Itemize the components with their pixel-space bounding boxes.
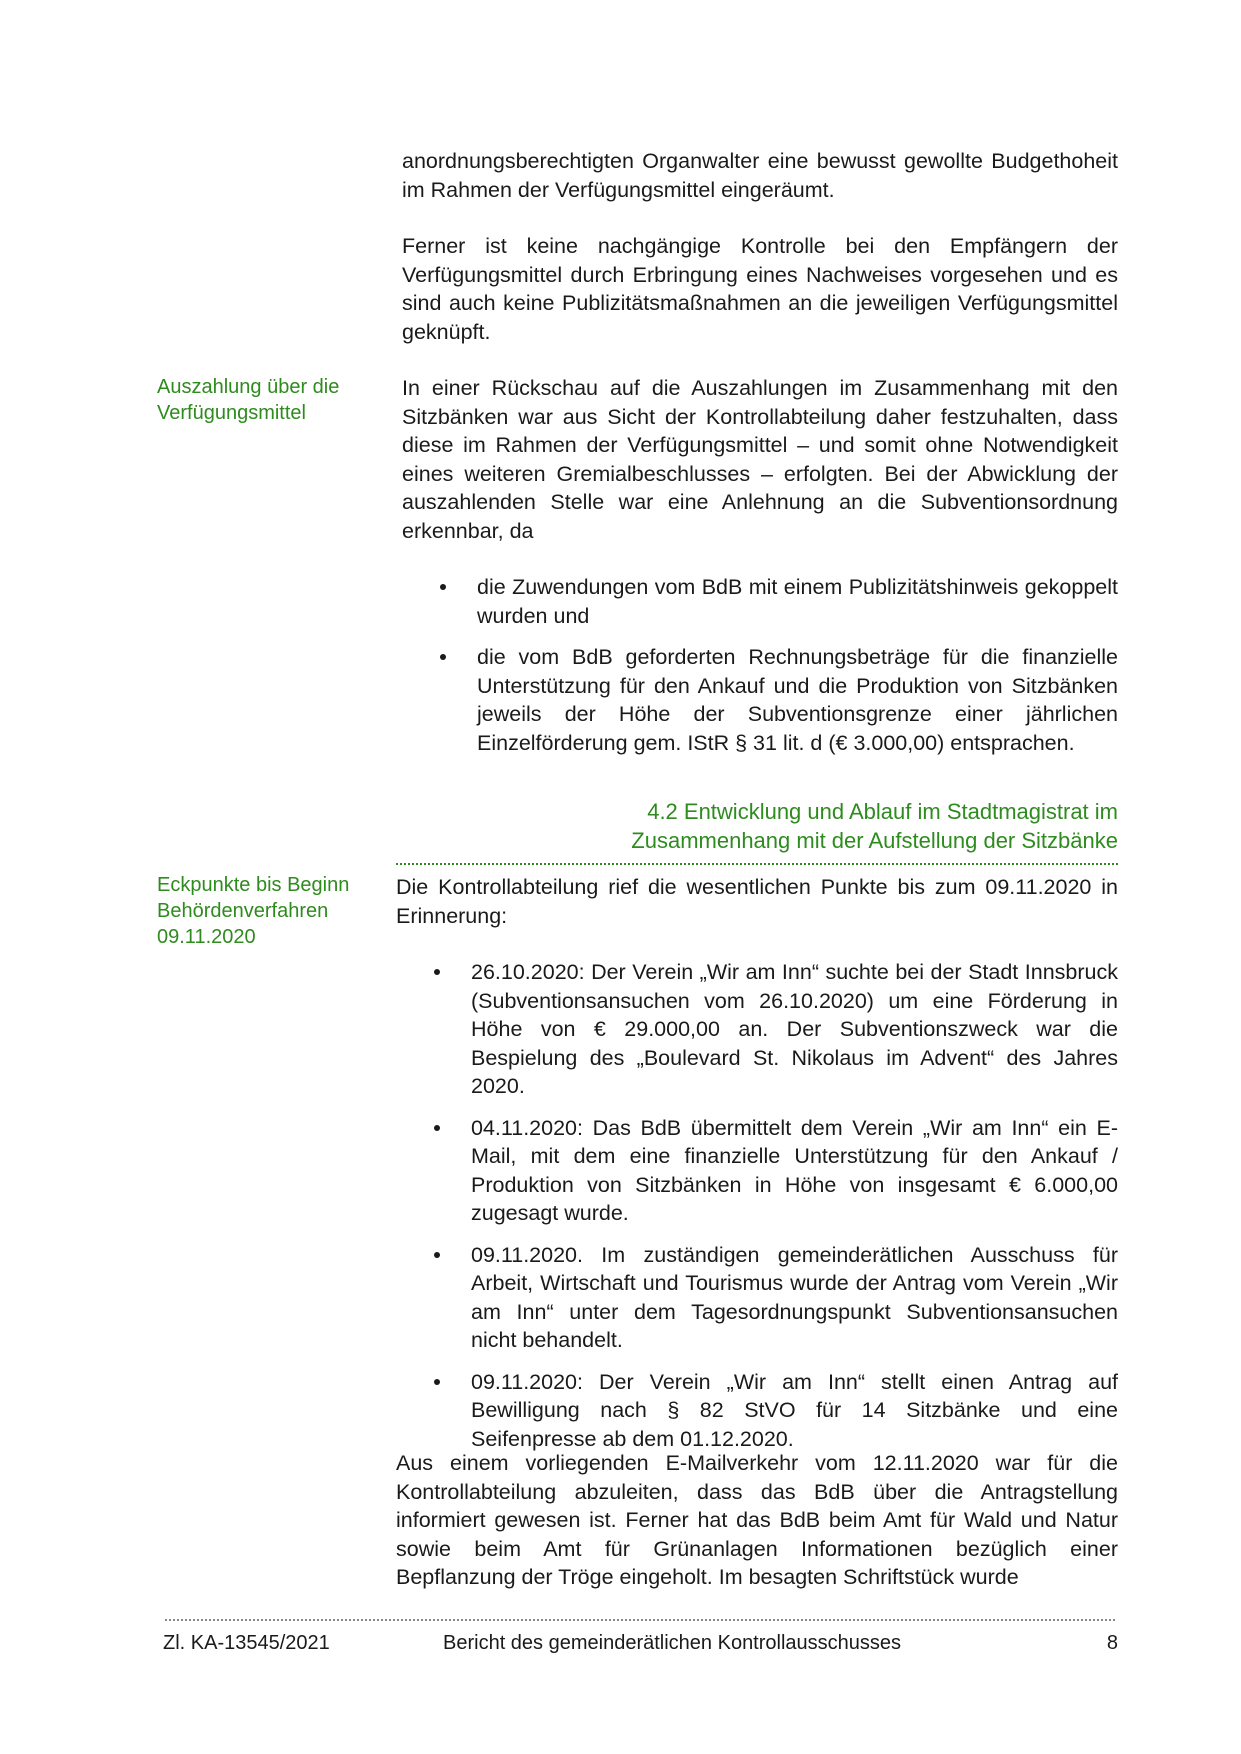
bullet-list-2	[434, 958, 1118, 1466]
bullet-icon	[434, 1252, 440, 1258]
body-paragraph-2	[402, 232, 1118, 346]
list-item-text: 09.11.2020: Der Verein „Wir am Inn“ stellt einen Antrag auf Bewilligung nach § 82 StVO für 14 Sitzbänke und eine Seifenpresse ab dem 01.12.2020.	[471, 1369, 1118, 1451]
list-item-text: 04.11.2020: Das BdB übermittelt dem Verein „Wir am Inn“ ein E-Mail, mit dem eine finanzielle Unterstützung für den Ankauf / Produktion von Sitzbänken in Höhe von insgesamt € 6.000,00 zugesagt wurde.	[471, 1115, 1118, 1225]
bullet-icon	[434, 1125, 440, 1131]
margin-note-line: Behördenverfahren	[157, 900, 329, 922]
footer-reference: Zl. KA-13545/2021	[163, 1632, 330, 1654]
heading-divider	[396, 863, 1118, 865]
paragraph-text: Ferner ist keine nachgängige Kontrolle bei den Empfängern der Verfügungsmittel durch Erbringung eines Nachweises vorgesehen und es sind auch keine Publizitätsmaßnahmen an die jeweiligen Verfügungsmittel geknüpft.	[402, 234, 1118, 344]
bullet-list-1	[440, 573, 1118, 770]
list-item	[440, 573, 1118, 630]
paragraph-text: Aus einem vorliegenden E-Mailverkehr vom 12.11.2020 war für die Kontrollabteilung abzuleiten, dass das BdB über die Antragstellung informiert gewesen ist. Ferner hat das BdB beim Amt für Wald und Natur sowie beim Amt für Grünanlagen Informationen bezüglich einer Bepflanzung der Tröge eingeholt. Im besagten Schriftstück wurde	[396, 1451, 1118, 1589]
body-paragraph-5	[396, 1449, 1118, 1592]
section-heading	[396, 797, 1118, 855]
paragraph-text: anordnungsberechtigten Organwalter eine bewusst gewollte Budgethoheit im Rahmen der Verfügungsmittel eingeräumt.	[402, 149, 1118, 202]
list-item-text: 26.10.2020: Der Verein „Wir am Inn“ suchte bei der Stadt Innsbruck (Subventionsansuchen vom 26.10.2020) um eine Förderung in Höhe von € 29.000,00 an. Der Subventionszweck war die Bespielung des „Boulevard St. Nikolaus im Advent“ des Jahres 2020.	[471, 960, 1118, 1098]
bullet-icon	[440, 654, 446, 660]
bullet-icon	[440, 584, 446, 590]
body-paragraph-4	[396, 873, 1118, 930]
list-item	[440, 643, 1118, 757]
body-paragraph-3	[402, 374, 1118, 545]
body-paragraph-1	[402, 147, 1118, 204]
page-number: 8	[1106, 1632, 1118, 1654]
margin-note-line: 09.11.2020	[157, 926, 256, 948]
footer-divider	[165, 1619, 1115, 1621]
list-item	[434, 1241, 1118, 1355]
list-item-text: die vom BdB geforderten Rechnungsbeträge für die finanzielle Unterstützung für den Ankauf und die Produktion von Sitzbänken jeweils der Höhe der Subventionsgrenze einer jährlichen Einzelförderung gem. IStR § 31 lit. d (€ 3.000,00) entsprachen.	[477, 645, 1118, 755]
footer-title: Bericht des gemeinderätlichen Kontrollausschusses	[443, 1632, 902, 1654]
margin-note-line: Eckpunkte bis Beginn	[157, 874, 350, 896]
list-item-text: die Zuwendungen vom BdB mit einem Publizitätshinweis gekoppelt wurden und	[477, 575, 1118, 628]
heading-line-1: 4.2 Entwicklung und Ablauf im Stadtmagistrat im	[647, 799, 1118, 824]
list-item	[434, 958, 1118, 1101]
margin-note-eckpunkte	[157, 872, 367, 950]
bullet-icon	[434, 969, 440, 975]
heading-line-2: Zusammenhang mit der Aufstellung der Sitzbänke	[631, 828, 1118, 853]
list-item	[434, 1114, 1118, 1228]
paragraph-text: In einer Rückschau auf die Auszahlungen im Zusammenhang mit den Sitzbänken war aus Sicht der Kontrollabteilung daher festzuhalten, dass diese im Rahmen der Verfügungsmittel – und somit ohne Notwendigkeit eines weiteren Gremialbeschlusses – erfolgten. Bei der Abwicklung der auszahlenden Stelle war eine Anlehnung an die Subventionsordnung erkennbar, da	[402, 376, 1118, 543]
bullet-icon	[434, 1379, 440, 1385]
paragraph-text: Die Kontrollabteilung rief die wesentlichen Punkte bis zum 09.11.2020 in Erinnerung:	[396, 875, 1118, 928]
margin-note-auszahlung: Auszahlung über die Verfügungsmittel	[157, 376, 340, 424]
list-item	[434, 1368, 1118, 1454]
list-item-text: 09.11.2020. Im zuständigen gemeinderätlichen Ausschuss für Arbeit, Wirtschaft und Tourismus wurde der Antrag vom Verein „Wir am Inn“ unter dem Tagesordnungspunkt Subventionsansuchen nicht behandelt.	[471, 1242, 1118, 1352]
